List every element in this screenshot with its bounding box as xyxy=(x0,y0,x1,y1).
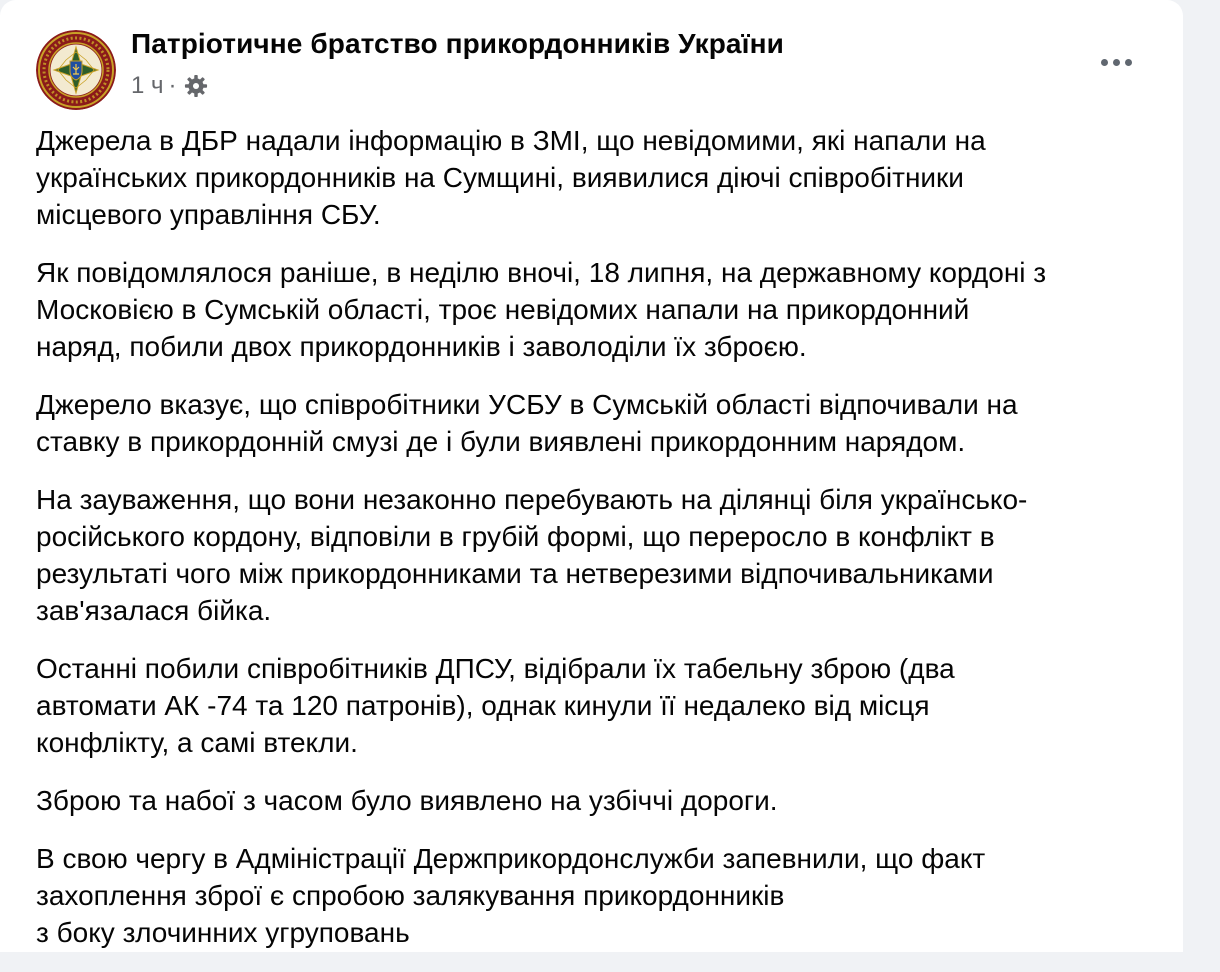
ellipsis-icon-dot xyxy=(1125,59,1132,66)
post-meta xyxy=(131,71,209,101)
gear-icon[interactable] xyxy=(183,73,209,99)
post-paragraph: Джерело вказує, що співробітники УСБУ в Сумській області відпочивали на ставку в прикордонній смузі де і були виявлені прикордонним нарядом. xyxy=(36,389,1018,457)
post-paragraph: На зауваження, що вони незаконно перебувають на ділянці біля українсько- російського кордону, відповіли в грубій формі, що переросло в конфлікт в результаті чого між прикордонниками та нетверезими відпочивальниками зав'язалася бійка. xyxy=(36,484,1028,626)
page-avatar[interactable] xyxy=(36,30,116,110)
post-paragraph: В свою чергу в Адміністрації Держприкордонслужби запевнили, що факт захоплення зброї є спробою залякування прикордонників з боку злочинних угруповань xyxy=(36,843,986,948)
post-paragraph: Останні побили співробітників ДПСУ, відібрали їх табельну зброю (два автомати АК -74 та 120 патронів), однак кинули її недалеко від місця конфлікту, а самі втекли. xyxy=(36,653,955,758)
post-paragraph: Як повідомлялося раніше, в неділю вночі, 18 липня, на державному кордоні з Московією в Сумській області, троє невідомих напали на прикордонний наряд, побили двох прикордонників і заволоділи їх зброєю. xyxy=(36,257,1047,362)
more-options-button[interactable] xyxy=(1088,44,1144,80)
ellipsis-icon-dot xyxy=(1101,59,1108,66)
post-timestamp[interactable]: 1 ч xyxy=(131,72,164,99)
meta-separator: · xyxy=(168,72,177,99)
post-paragraph: Джерела в ДБР надали інформацію в ЗМІ, що невідомими, які напали на українських прикордонників на Сумщині, виявилися діючі співробітники місцевого управління СБУ. xyxy=(36,125,986,230)
post-paragraph: Зброю та набої з часом було виявлено на узбіччі дороги. xyxy=(36,785,778,816)
ellipsis-icon-dot xyxy=(1113,59,1120,66)
post-text xyxy=(36,122,1146,972)
page-name-link[interactable]: Патріотичне братство прикордонників України xyxy=(131,28,784,59)
border-guard-emblem-icon xyxy=(36,30,116,110)
